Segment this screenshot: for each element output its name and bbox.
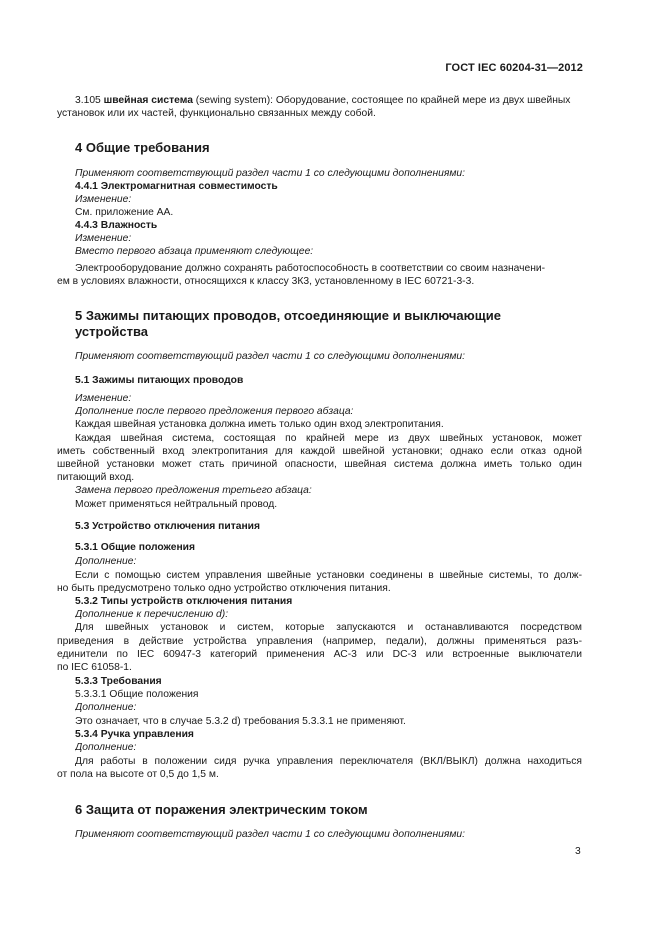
clause-3-105-line2: установок или их частей, функционально связанных между собой. — [57, 108, 376, 119]
section-5-3-4-p-line1: Для работы в положении сидя ручка управления переключателя (ВКЛ/ВЫКЛ) должна находиться — [75, 756, 582, 767]
section-5-3-heading: 5.3 Устройство отключения питания — [75, 521, 261, 532]
section-5-1-p2-line4: питающий вход. — [57, 472, 135, 483]
clause-definition: (sewing system): Оборудование, состоящее по крайней мере из двух швейных — [192, 95, 571, 106]
section-5-1-note2: Замена первого предложения третьего абзаца: — [75, 485, 312, 496]
clause-term: швейная система — [103, 95, 193, 106]
section-4-4-1-change: Изменение: — [75, 194, 132, 205]
clause-3-105-line1 — [75, 94, 582, 107]
section-5-3-2-p-line2: приведения в действие устройства управления (например, педали), должны применяться разъ- — [57, 636, 582, 647]
section-5-3-3-p1: Это означает, что в случае 5.3.2 d) требования 5.3.3.1 не применяют. — [75, 716, 406, 727]
section-5-1-p2-line2: иметь собственный вход электропитания для каждой швейной установки; однако если отказ одной — [57, 446, 582, 457]
section-5-3-1-p-line2: но быть предусмотрено только одно устройство отключения питания. — [57, 583, 391, 594]
standard-id-header: ГОСТ IEC 60204-31—2012 — [445, 62, 583, 74]
section-5-3-2-add: Дополнение к перечислению d): — [75, 609, 229, 620]
section-5-1-note: Дополнение после первого предложения первого абзаца: — [75, 406, 354, 417]
section-5-3-4-p-line2: от пола на высоте от 0,5 до 1,5 м. — [57, 769, 219, 780]
section-4-intro: Применяют соответствующий раздел части 1 со следующими дополнениями: — [75, 168, 466, 179]
section-4-4-3-note: Вместо первого абзаца применяют следующее: — [75, 246, 314, 257]
section-5-3-3-add: Дополнение: — [75, 702, 137, 713]
section-5-1-p2-line3: швейной установки может стать причиной опасности, швейная система должна иметь только один — [57, 459, 582, 470]
page-number: 3 — [575, 846, 581, 857]
clause-number: 3.105 — [75, 95, 101, 106]
section-6-heading: 6 Защита от поражения электрическим током — [75, 802, 368, 817]
section-5-3-2-p-line3: единители по IEC 60947-3 категорий применения АС-3 или DC-3 или встроенные выключатели — [57, 649, 582, 660]
section-5-1-change: Изменение: — [75, 393, 132, 404]
section-4-heading: 4 Общие требования — [75, 140, 210, 155]
section-5-3-1-p-line1: Если с помощью систем управления швейные установки соединены в швейные системы, то долж- — [75, 570, 582, 581]
section-4-4-3-change: Изменение: — [75, 233, 132, 244]
section-6-intro: Применяют соответствующий раздел части 1 со следующими дополнениями: — [75, 829, 466, 840]
section-5-3-2-heading: 5.3.2 Типы устройств отключения питания — [75, 596, 293, 607]
section-4-4-1-text: См. приложение АА. — [75, 207, 174, 218]
section-5-1-p3: Может применяться нейтральный провод. — [75, 499, 278, 510]
section-5-intro: Применяют соответствующий раздел части 1 со следующими дополнениями: — [75, 351, 466, 362]
section-4-4-1-heading: 4.4.1 Электромагнитная совместимость — [75, 181, 278, 192]
section-5-1-p1: Каждая швейная установка должна иметь только один вход электропитания. — [75, 419, 444, 430]
section-5-heading-line1: 5 Зажимы питающих проводов, отсоединяющие и выключающие — [75, 308, 501, 323]
section-5-3-4-heading: 5.3.4 Ручка управления — [75, 729, 194, 740]
section-5-heading-line2: устройства — [75, 324, 149, 339]
section-5-3-3-1-heading: 5.3.3.1 Общие положения — [75, 689, 199, 700]
section-5-3-1-heading: 5.3.1 Общие положения — [75, 542, 195, 553]
section-5-1-p2-line1: Каждая швейная система, состоящая по крайней мере из двух швейных установок, может — [75, 433, 582, 444]
section-5-3-2-p-line4: по IEC 61058-1. — [57, 662, 132, 673]
section-4-4-3-text-line1: Электрооборудование должно сохранять работоспособность в соответствии со своим назначени- — [75, 263, 546, 274]
section-5-3-4-add: Дополнение: — [75, 742, 137, 753]
section-5-1-heading: 5.1 Зажимы питающих проводов — [75, 375, 244, 386]
section-4-4-3-text-line2: ем в условиях влажности, относящихся к классу 3К3, установленному в IEC 60721-3-3. — [57, 276, 475, 287]
section-5-3-2-p-line1: Для швейных установок и систем, которые запускаются и останавливаются посредством — [75, 622, 582, 633]
section-5-3-1-add: Дополнение: — [75, 556, 137, 567]
section-4-4-3-heading: 4.4.3 Влажность — [75, 220, 158, 231]
section-5-3-3-heading: 5.3.3 Требования — [75, 676, 162, 687]
